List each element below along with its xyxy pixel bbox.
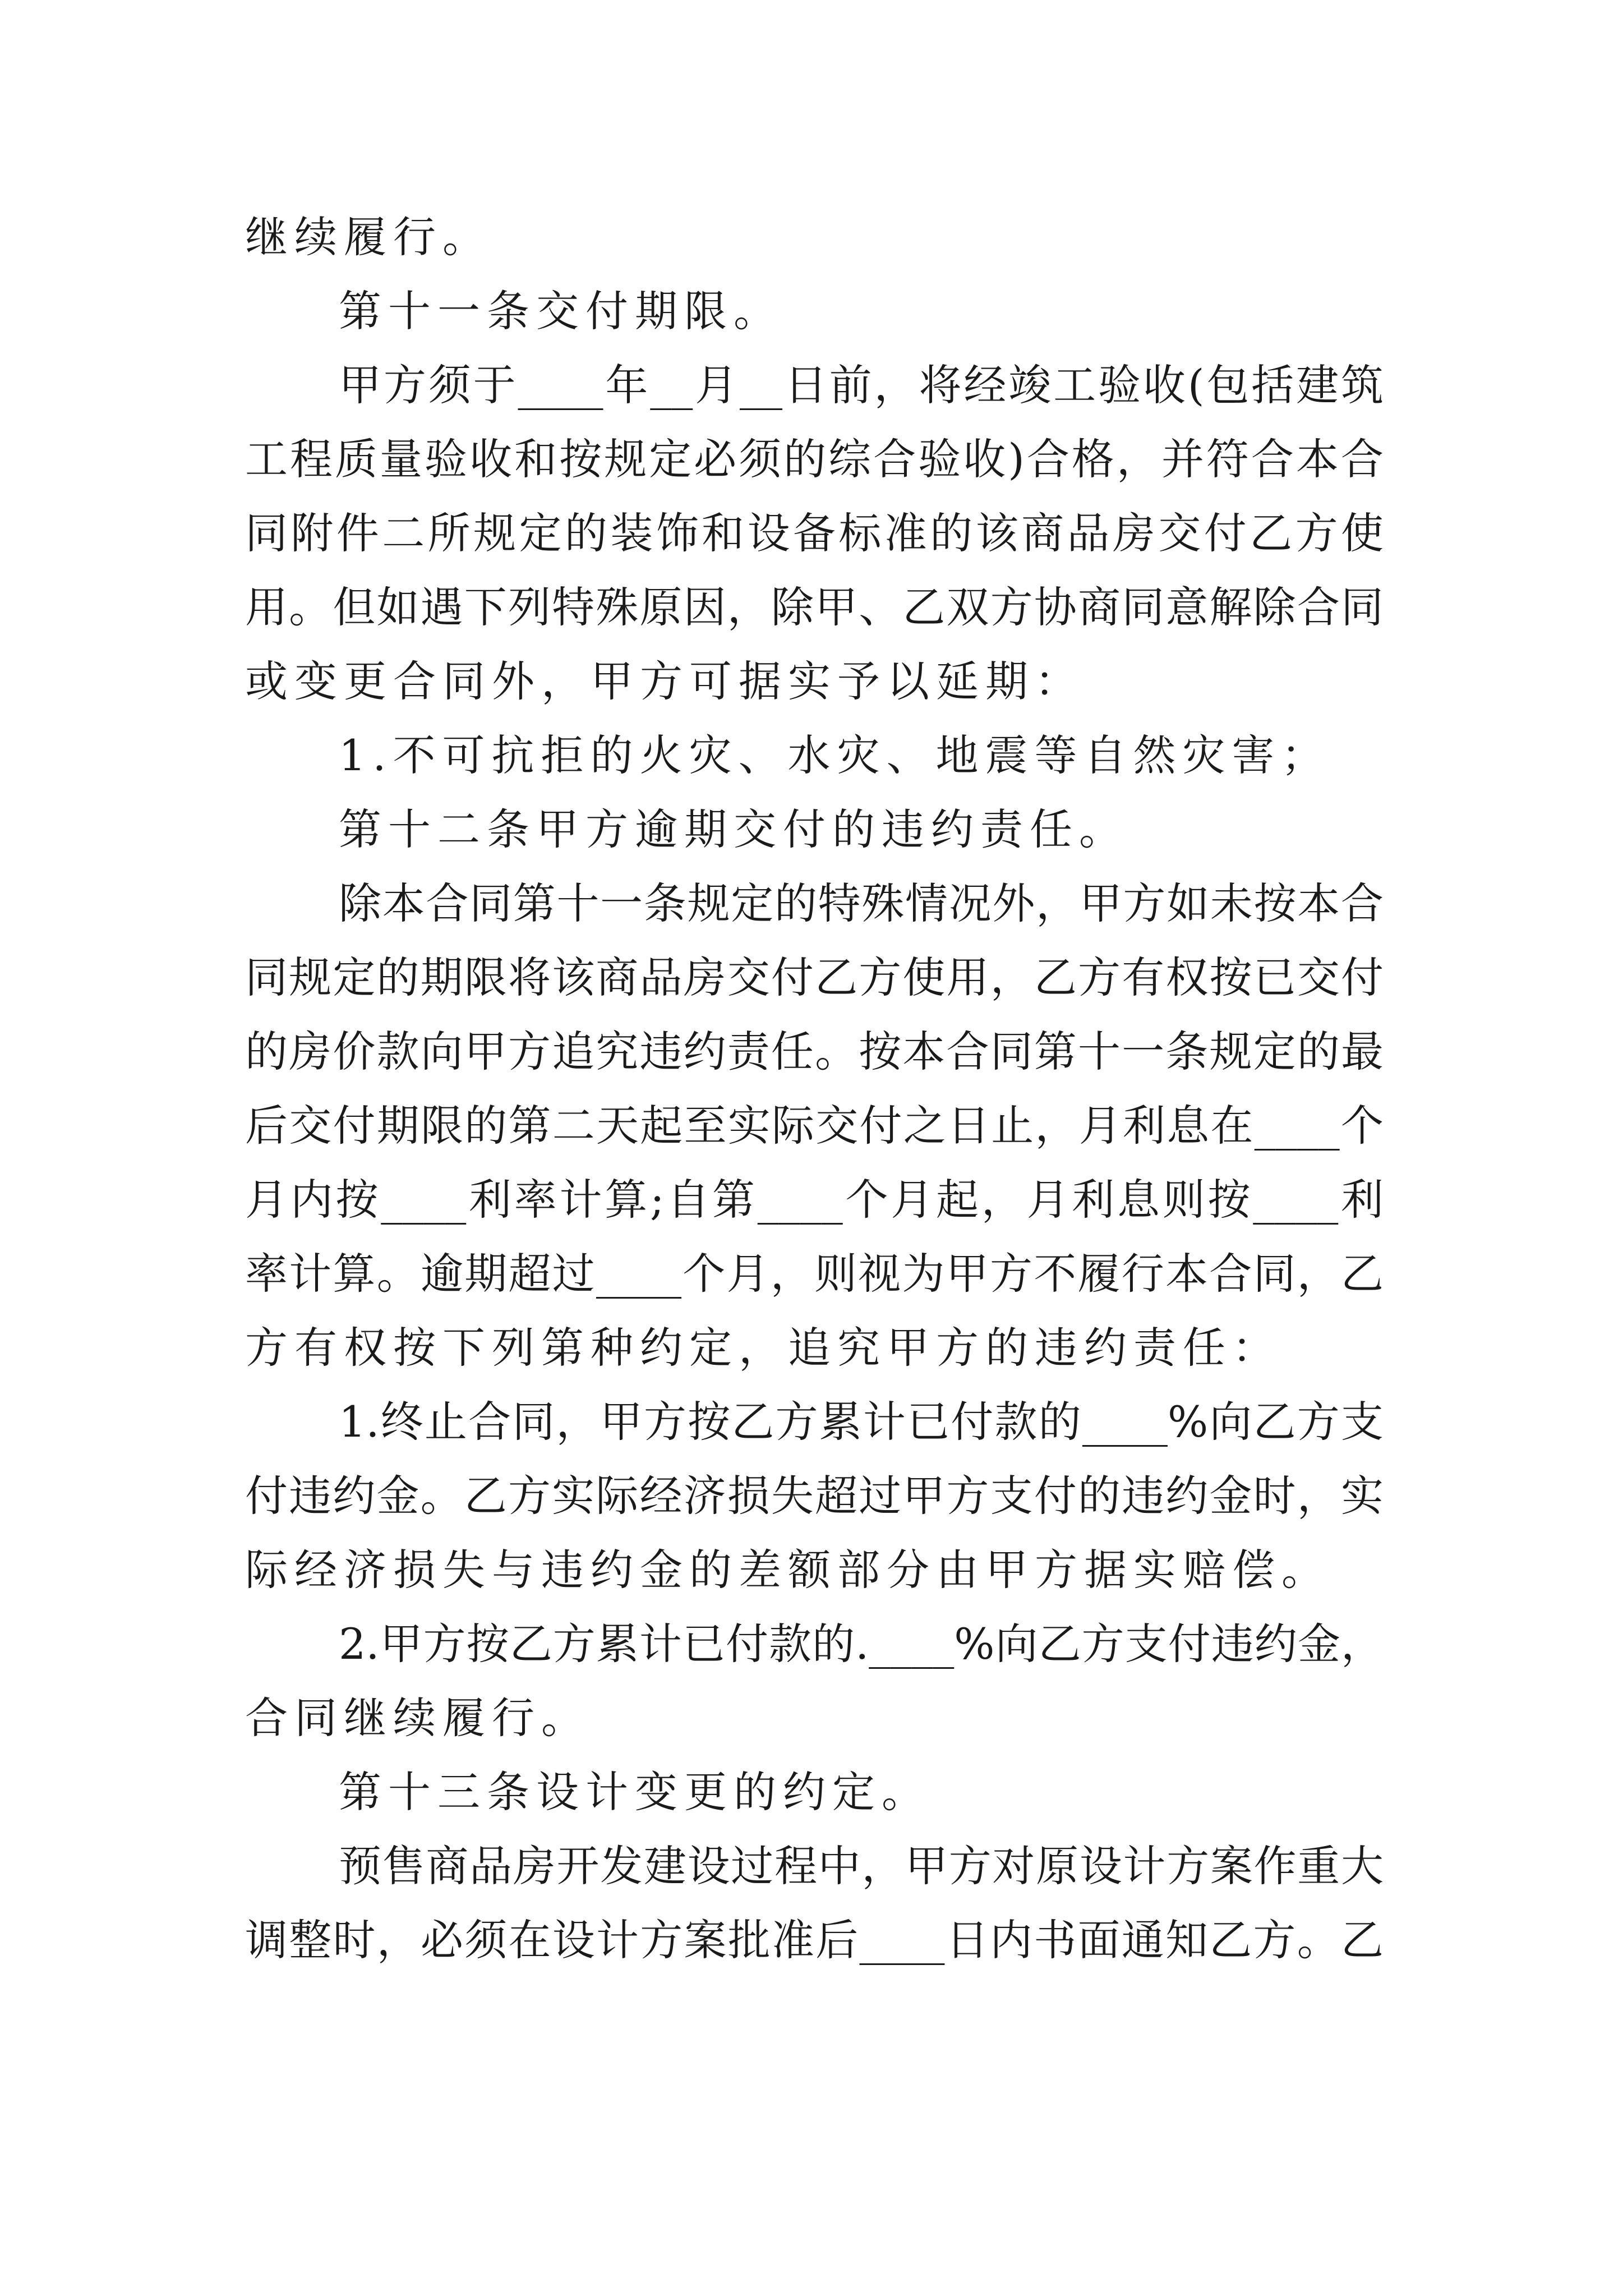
- text-line: 同附件二所规定的装饰和设备标准的该商品房交付乙方使: [245, 508, 1384, 558]
- text-line: 调整时，必须在设计方案批准后____日内书面通知乙方。乙: [245, 1915, 1384, 1965]
- document-body: [245, 200, 1384, 1977]
- text-line: 月内按____利率计算;自第____个月起，月利息则按____利: [245, 1175, 1384, 1225]
- text-line: 除本合同第十一条规定的特殊情况外，甲方如未按本合: [339, 878, 1384, 928]
- text-line: 后交付期限的第二天起至实际交付之日止，月利息在____个: [245, 1101, 1384, 1151]
- text-line: 预售商品房开发建设过程中，甲方对原设计方案作重大: [339, 1841, 1384, 1891]
- text-line: 用。但如遇下列特殊原因，除甲、乙双方协商同意解除合同: [245, 582, 1384, 632]
- text-line: 或变更合同外，甲方可据实予以延期：: [245, 656, 1084, 706]
- text-line: 付违约金。乙方实际经济损失超过甲方支付的违约金时，实: [245, 1471, 1384, 1521]
- text-line: 合同继续履行。: [245, 1693, 591, 1743]
- text-line: 甲方须于____年__月__日前，将经竣工验收(包括建筑: [339, 360, 1384, 410]
- text-line: 的房价款向甲方追究违约责任。按本合同第十一条规定的最: [245, 1027, 1384, 1076]
- text-line: 同规定的期限将该商品房交付乙方使用，乙方有权按已交付: [245, 953, 1384, 1002]
- text-line: 继续履行。: [245, 212, 492, 262]
- text-line: 2.甲方按乙方累计已付款的.____%向乙方支付违约金，: [339, 1619, 1384, 1669]
- text-line: 第十一条交付期限。: [339, 286, 783, 336]
- text-line: 率计算。逾期超过____个月，则视为甲方不履行本合同，乙: [245, 1249, 1384, 1299]
- text-line: 第十三条设计变更的约定。: [339, 1767, 931, 1817]
- text-line: 际经济损失与违约金的差额部分由甲方据实赔偿。: [245, 1545, 1331, 1595]
- text-line: 1.不可抗拒的火灾、水灾、地震等自然灾害；: [339, 730, 1331, 780]
- text-line: 方有权按下列第种约定，追究甲方的违约责任：: [245, 1323, 1281, 1373]
- text-line: 1.终止合同，甲方按乙方累计已付款的____%向乙方支: [339, 1397, 1384, 1447]
- text-line: 工程质量验收和按规定必须的综合验收)合格，并符合本合: [245, 434, 1384, 484]
- text-line: 第十二条甲方逾期交付的违约责任。: [339, 804, 1128, 854]
